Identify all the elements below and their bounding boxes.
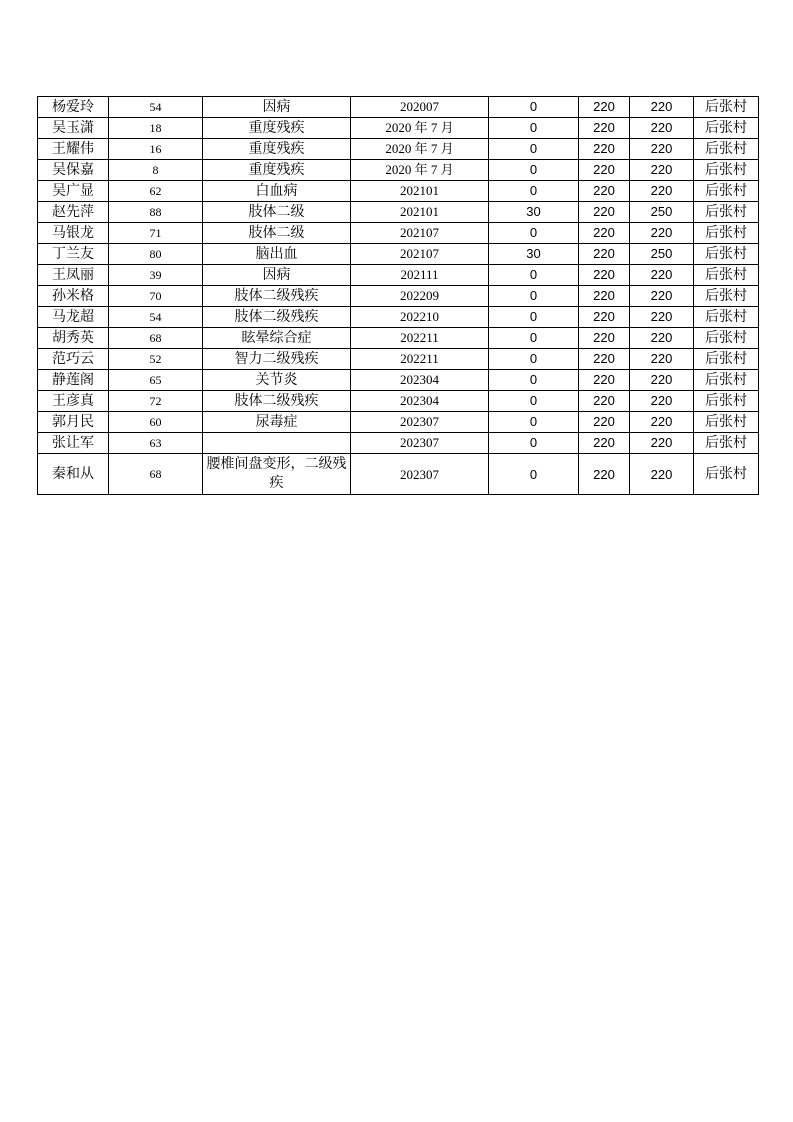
cell-reason: 关节炎 [203, 370, 351, 391]
cell-village: 后张村 [694, 181, 759, 202]
cell-extra-amount: 0 [489, 265, 579, 286]
table-row [38, 97, 759, 118]
cell-village: 后张村 [694, 391, 759, 412]
table-row [38, 139, 759, 160]
table-row [38, 244, 759, 265]
cell-name: 胡秀英 [38, 328, 109, 349]
cell-date: 2020 年 7 月 [351, 160, 489, 181]
cell-base-amount: 220 [579, 181, 630, 202]
table-row [38, 160, 759, 181]
cell-date: 202304 [351, 391, 489, 412]
cell-total-amount: 220 [630, 265, 694, 286]
table-row [38, 433, 759, 454]
cell-reason [203, 433, 351, 454]
cell-extra-amount: 0 [489, 139, 579, 160]
cell-name: 丁兰友 [38, 244, 109, 265]
cell-base-amount: 220 [579, 97, 630, 118]
cell-age: 70 [109, 286, 203, 307]
cell-extra-amount: 0 [489, 160, 579, 181]
table-body [38, 97, 759, 495]
cell-extra-amount: 0 [489, 412, 579, 433]
cell-name: 秦和从 [38, 454, 109, 495]
cell-reason: 尿毒症 [203, 412, 351, 433]
cell-reason: 因病 [203, 265, 351, 286]
cell-base-amount: 220 [579, 433, 630, 454]
cell-extra-amount: 0 [489, 286, 579, 307]
cell-base-amount: 220 [579, 391, 630, 412]
cell-total-amount: 220 [630, 307, 694, 328]
cell-reason: 重度残疾 [203, 139, 351, 160]
cell-name: 马银龙 [38, 223, 109, 244]
cell-date: 2020 年 7 月 [351, 139, 489, 160]
cell-village: 后张村 [694, 349, 759, 370]
cell-total-amount: 250 [630, 244, 694, 265]
cell-extra-amount: 0 [489, 118, 579, 139]
cell-name: 静莲阁 [38, 370, 109, 391]
cell-date: 202101 [351, 181, 489, 202]
cell-extra-amount: 0 [489, 328, 579, 349]
cell-reason: 肢体二级残疾 [203, 391, 351, 412]
cell-village: 后张村 [694, 328, 759, 349]
cell-reason: 肢体二级 [203, 202, 351, 223]
cell-extra-amount: 0 [489, 370, 579, 391]
cell-base-amount: 220 [579, 370, 630, 391]
cell-date: 202210 [351, 307, 489, 328]
cell-base-amount: 220 [579, 160, 630, 181]
cell-village: 后张村 [694, 97, 759, 118]
cell-date: 202107 [351, 223, 489, 244]
cell-total-amount: 220 [630, 370, 694, 391]
cell-base-amount: 220 [579, 265, 630, 286]
cell-age: 72 [109, 391, 203, 412]
cell-base-amount: 220 [579, 349, 630, 370]
cell-extra-amount: 0 [489, 97, 579, 118]
cell-name: 张让军 [38, 433, 109, 454]
cell-age: 63 [109, 433, 203, 454]
cell-name: 杨爱玲 [38, 97, 109, 118]
cell-total-amount: 250 [630, 202, 694, 223]
cell-age: 16 [109, 139, 203, 160]
table-row [38, 223, 759, 244]
cell-name: 王耀伟 [38, 139, 109, 160]
cell-total-amount: 220 [630, 97, 694, 118]
cell-village: 后张村 [694, 286, 759, 307]
cell-village: 后张村 [694, 244, 759, 265]
cell-age: 54 [109, 97, 203, 118]
cell-name: 王彦真 [38, 391, 109, 412]
cell-reason: 重度残疾 [203, 160, 351, 181]
cell-age: 8 [109, 160, 203, 181]
cell-age: 68 [109, 454, 203, 495]
cell-base-amount: 220 [579, 118, 630, 139]
cell-total-amount: 220 [630, 181, 694, 202]
cell-base-amount: 220 [579, 244, 630, 265]
cell-date: 202307 [351, 454, 489, 495]
cell-total-amount: 220 [630, 391, 694, 412]
cell-base-amount: 220 [579, 223, 630, 244]
cell-name: 吴玉潇 [38, 118, 109, 139]
cell-village: 后张村 [694, 160, 759, 181]
cell-village: 后张村 [694, 412, 759, 433]
cell-village: 后张村 [694, 370, 759, 391]
cell-extra-amount: 0 [489, 349, 579, 370]
cell-date: 202304 [351, 370, 489, 391]
cell-reason: 肢体二级残疾 [203, 286, 351, 307]
table-row [38, 181, 759, 202]
cell-reason: 因病 [203, 97, 351, 118]
cell-age: 68 [109, 328, 203, 349]
cell-age: 54 [109, 307, 203, 328]
cell-date: 202007 [351, 97, 489, 118]
table-row [38, 412, 759, 433]
cell-village: 后张村 [694, 454, 759, 495]
cell-base-amount: 220 [579, 202, 630, 223]
cell-reason: 眩晕综合症 [203, 328, 351, 349]
cell-village: 后张村 [694, 307, 759, 328]
cell-extra-amount: 0 [489, 307, 579, 328]
cell-reason: 白血病 [203, 181, 351, 202]
cell-date: 202209 [351, 286, 489, 307]
cell-name: 赵先萍 [38, 202, 109, 223]
cell-total-amount: 220 [630, 349, 694, 370]
cell-extra-amount: 30 [489, 202, 579, 223]
cell-date: 202307 [351, 412, 489, 433]
table-row [38, 370, 759, 391]
table-row [38, 265, 759, 286]
cell-village: 后张村 [694, 139, 759, 160]
cell-date: 202101 [351, 202, 489, 223]
assistance-record-table [37, 96, 759, 495]
cell-age: 60 [109, 412, 203, 433]
cell-name: 孙米格 [38, 286, 109, 307]
cell-reason: 脑出血 [203, 244, 351, 265]
table-row [38, 286, 759, 307]
cell-base-amount: 220 [579, 412, 630, 433]
cell-village: 后张村 [694, 223, 759, 244]
cell-base-amount: 220 [579, 307, 630, 328]
cell-name: 马龙超 [38, 307, 109, 328]
table-row [38, 349, 759, 370]
cell-name: 郭月民 [38, 412, 109, 433]
cell-age: 88 [109, 202, 203, 223]
cell-total-amount: 220 [630, 118, 694, 139]
cell-extra-amount: 0 [489, 181, 579, 202]
table-row [38, 391, 759, 412]
cell-date: 202211 [351, 328, 489, 349]
cell-age: 62 [109, 181, 203, 202]
cell-base-amount: 220 [579, 139, 630, 160]
cell-name: 范巧云 [38, 349, 109, 370]
cell-total-amount: 220 [630, 328, 694, 349]
cell-age: 18 [109, 118, 203, 139]
cell-age: 39 [109, 265, 203, 286]
cell-total-amount: 220 [630, 454, 694, 495]
cell-extra-amount: 30 [489, 244, 579, 265]
table-row [38, 202, 759, 223]
cell-extra-amount: 0 [489, 454, 579, 495]
cell-date: 202107 [351, 244, 489, 265]
cell-total-amount: 220 [630, 412, 694, 433]
cell-total-amount: 220 [630, 223, 694, 244]
cell-reason: 腰椎间盘变形，二级残疾 [203, 454, 351, 495]
cell-reason: 肢体二级 [203, 223, 351, 244]
cell-reason: 肢体二级残疾 [203, 307, 351, 328]
cell-village: 后张村 [694, 202, 759, 223]
cell-base-amount: 220 [579, 286, 630, 307]
cell-base-amount: 220 [579, 454, 630, 495]
cell-total-amount: 220 [630, 433, 694, 454]
table-row [38, 307, 759, 328]
cell-extra-amount: 0 [489, 223, 579, 244]
cell-base-amount: 220 [579, 328, 630, 349]
table-row [38, 328, 759, 349]
cell-total-amount: 220 [630, 286, 694, 307]
cell-extra-amount: 0 [489, 391, 579, 412]
cell-reason: 重度残疾 [203, 118, 351, 139]
table-row [38, 454, 759, 495]
cell-age: 52 [109, 349, 203, 370]
cell-name: 吴保嘉 [38, 160, 109, 181]
cell-date: 202211 [351, 349, 489, 370]
table-row [38, 118, 759, 139]
cell-total-amount: 220 [630, 160, 694, 181]
cell-extra-amount: 0 [489, 433, 579, 454]
cell-name: 王凤丽 [38, 265, 109, 286]
cell-age: 65 [109, 370, 203, 391]
cell-date: 202307 [351, 433, 489, 454]
cell-age: 80 [109, 244, 203, 265]
cell-reason: 智力二级残疾 [203, 349, 351, 370]
cell-date: 202111 [351, 265, 489, 286]
cell-total-amount: 220 [630, 139, 694, 160]
cell-village: 后张村 [694, 265, 759, 286]
cell-age: 71 [109, 223, 203, 244]
cell-date: 2020 年 7 月 [351, 118, 489, 139]
cell-name: 吴广显 [38, 181, 109, 202]
cell-village: 后张村 [694, 433, 759, 454]
cell-village: 后张村 [694, 118, 759, 139]
